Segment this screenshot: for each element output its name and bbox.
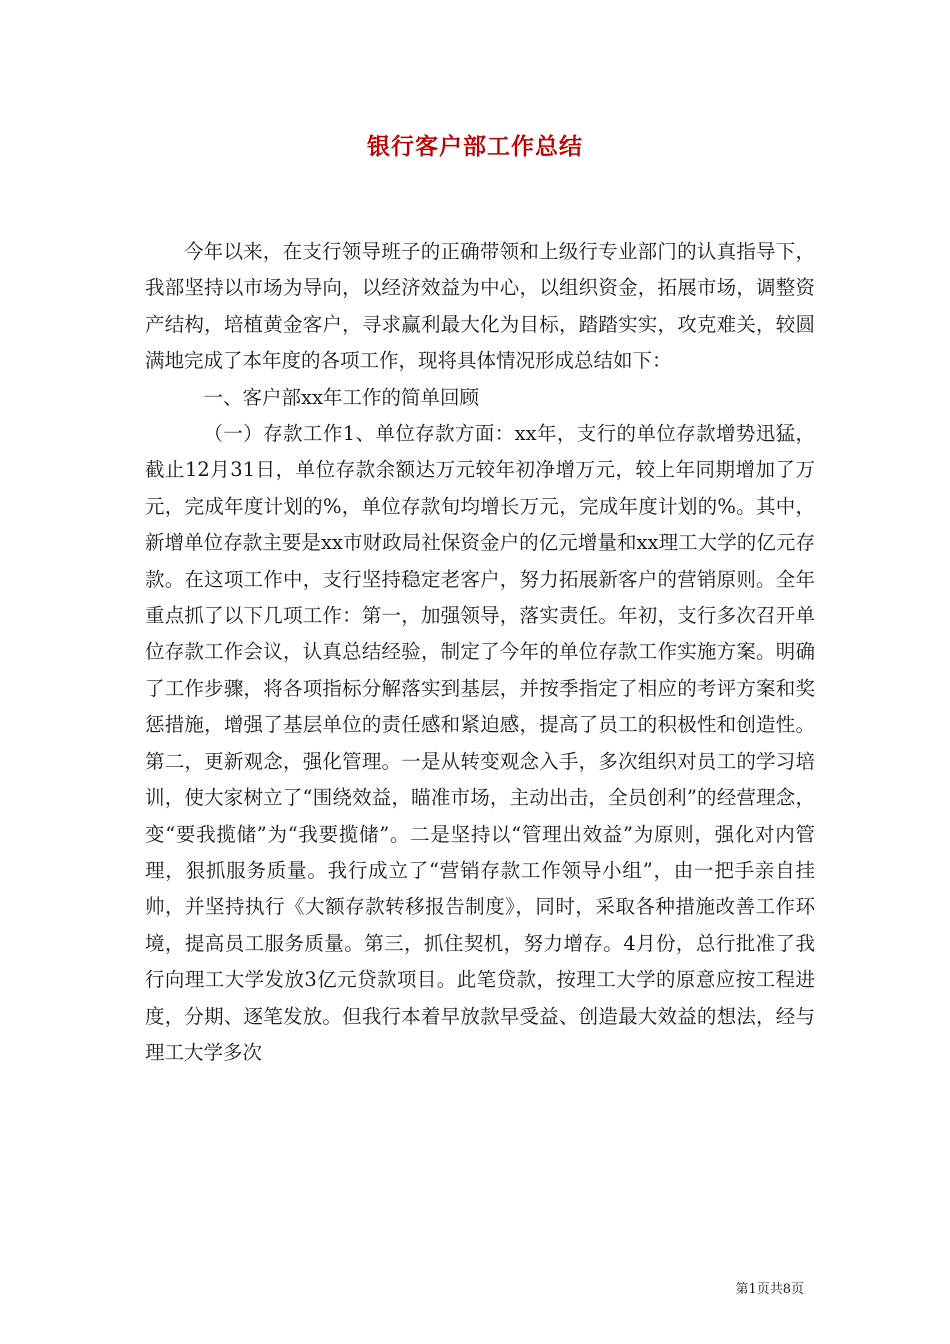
page-number: 第1页共8页 xyxy=(735,1282,804,1297)
intro-paragraph: 今年以来，在支行领导班子的正确带领和上级行专业部门的认真指导下，我部坚持以市场为导向，以经济效益为中心，以组织资金，拓展市场，调整资产结构，培植黄金客户，寻求赢利最大化为目标，踏踏实实，攻克难关，较圆满地完成了本年度的各项工作，现将具体情况形成总结如下： xyxy=(145,240,815,373)
section-heading: 一、客户部xx年工作的简单回顾 xyxy=(203,385,479,409)
document-title: 银行客户部工作总结 xyxy=(367,133,583,160)
deposit-paragraph: （一）存款工作1、单位存款方面：xx年，支行的单位存款增势迅猛，截止12月31日，单位存款余额达万元较年初净增万元，较上年同期增加了万元，完成年度计划的%，单位存款旬均增长万元，完成年度计划的%。其中，新增单位存款主要是xx市财政局社保资金户的亿元增量和xx理工大学的亿元存款。在这项工作中，支行坚持稳定老客户，努力拓展新客户的营销原则。全年重点抓了以下几项工作：第一，加强领导，落实责任。年初，支行多次召开单位存款工作会议，认真总结经验，制定了今年的单位存款工作实施方案。明确了工作步骤，将各项指标分解落实到基层，并按季指定了相应的考评方案和奖惩措施，增强了基层单位的责任感和紧迫感，提高了员工的积极性和创造性。第二，更新观念，强化管理。一是从转变观念入手，多次组织对员工的学习培训，使大家树立了“围绕效益，瞄准市场，主动出击，全员创利”的经营理念，变“要我揽储”为“我要揽储”。二是坚持以“管理出效益”为原则，强化对内管理，狠抓服务质量。我行成立了“营销存款工作领导小组”，由一把手亲自挂帅，并坚持执行《大额存款转移报告制度》，同时，采取各种措施改善工作环境，提高员工服务质量。第三，抓住契机，努力增存。4月份，总行批准了我行向理工大学发放3亿元贷款项目。此笔贷款，按理工大学的原意应按工程进度，分期、逐笔发放。但我行本着早放款早受益、创造最大效益的想法，经与理工大学多次 xyxy=(145,422,815,1064)
document-body xyxy=(145,234,815,1071)
